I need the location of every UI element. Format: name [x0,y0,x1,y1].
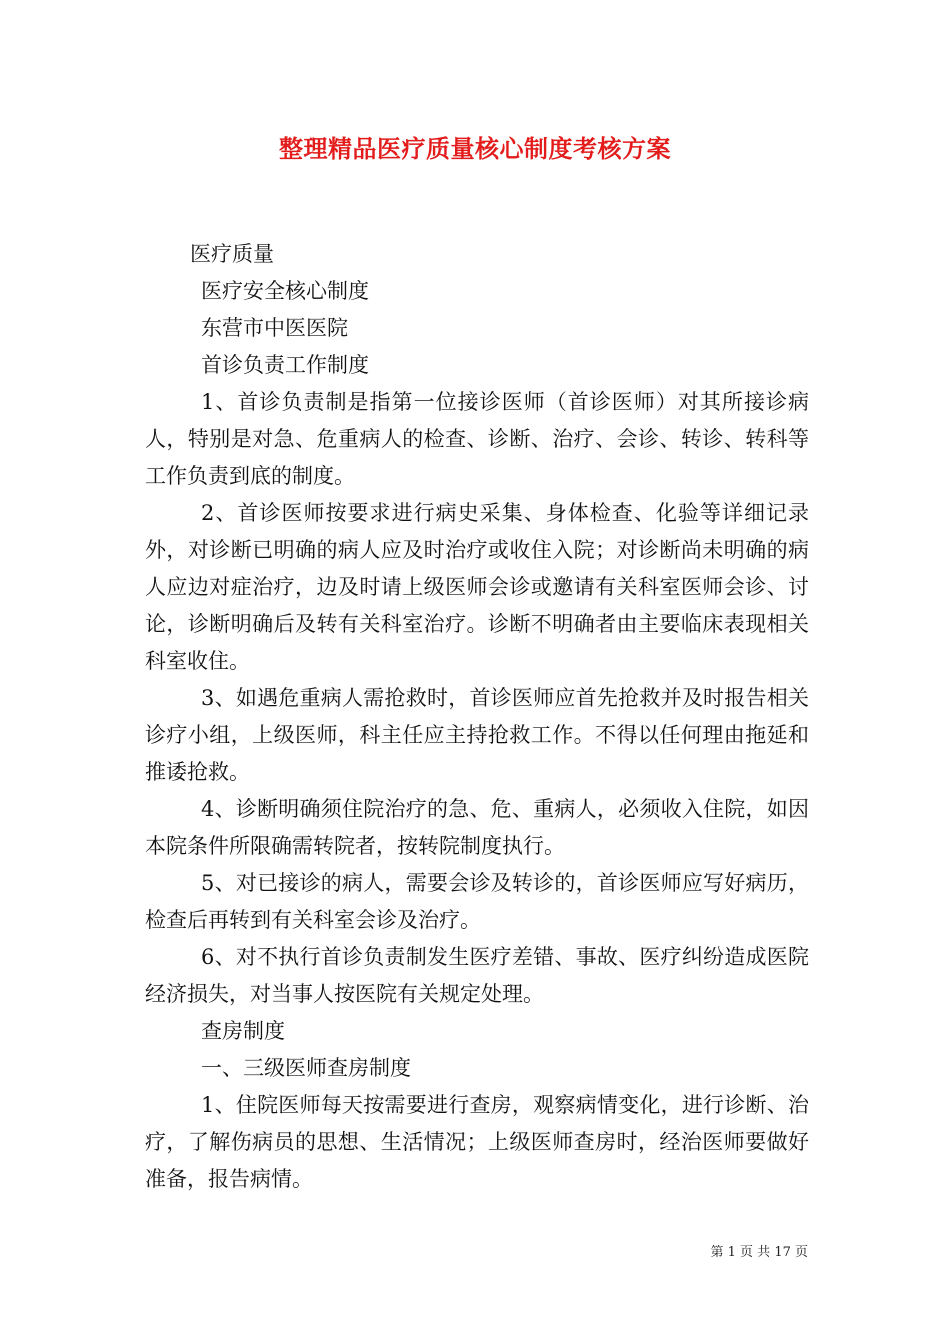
heading-first-visit-system: 首诊负责工作制度 [201,353,369,377]
document-title: 整理精品医疗质量核心制度考核方案 [279,134,671,163]
document-body [145,236,809,1198]
first-visit-rule-1: 1、首诊负责制是指第一位接诊医师（首诊医师）对其所接诊病人，特别是对急、危重病人的检查、诊断、治疗、会诊、转诊、转科等工作负责到底的制度。 [145,390,809,488]
first-visit-rule-6: 6、对不执行首诊负责制发生医疗差错、事故、医疗纠纷造成医院经济损失，对当事人按医院有关规定处理。 [145,945,809,1006]
first-visit-rule-2: 2、首诊医师按要求进行病史采集、身体检查、化验等详细记录外，对诊断已明确的病人应及时治疗或收住入院；对诊断尚未明确的病人应边对症治疗，边及时请上级医师会诊或邀请有关科室医师会诊、讨论，诊断明确后及转有关科室治疗。诊断不明确者由主要临床表现相关科室收住。 [145,501,809,673]
page-number: 第 1 页 共 17 页 [710,1245,808,1260]
heading-ward-round: 查房制度 [201,1019,285,1043]
heading-medical-quality: 医疗质量 [190,242,274,266]
first-visit-rule-3: 3、如遇危重病人需抢救时，首诊医师应首先抢救并及时报告相关诊疗小组，上级医师，科主任应主持抢救工作。不得以任何理由拖延和推诿抢救。 [145,686,809,784]
heading-hospital-name: 东营市中医医院 [201,316,348,340]
first-visit-rule-4: 4、诊断明确须住院治疗的急、危、重病人，必须收入住院，如因本院条件所限确需转院者，按转院制度执行。 [145,797,809,858]
heading-core-system: 医疗安全核心制度 [201,279,369,303]
ward-round-rule-1: 1、住院医师每天按需要进行查房，观察病情变化，进行诊断、治疗，了解伤病员的思想、生活情况；上级医师查房时，经治医师要做好准备，报告病情。 [145,1093,809,1191]
heading-three-level-ward-round: 一、三级医师查房制度 [201,1056,411,1080]
first-visit-rule-5: 5、对已接诊的病人，需要会诊及转诊的，首诊医师应写好病历，检查后再转到有关科室会诊及治疗。 [145,871,809,932]
